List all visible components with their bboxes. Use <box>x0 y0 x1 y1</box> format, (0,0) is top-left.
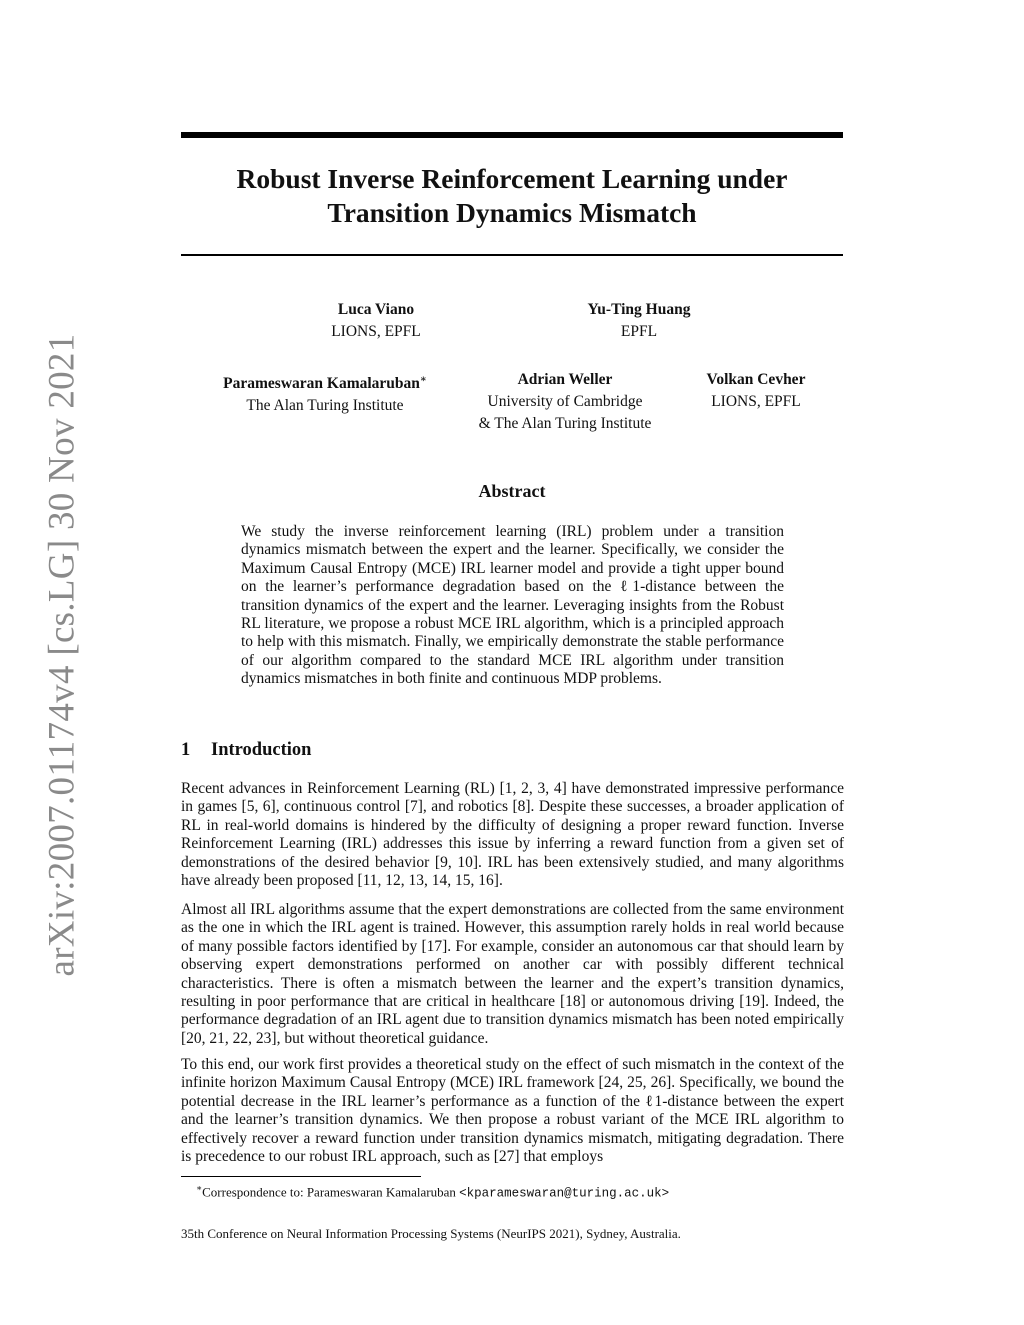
author-affiliation-2: & The Alan Turing Institute <box>478 415 652 432</box>
abstract-text: We study the inverse reinforcement learning (IRL) problem under a transition dynamics mismatch between the expert and the learner. Specifically, we consider the Maximum Causal Entropy (MCE) IRL learner model and provide a tight upper bound on the learner’s performance degradation based on the ℓ1-distance between the transition dynamics of the expert and the learner. Leveraging insights from the Robust RL literature, we propose a robust MCE IRL algorithm, which is a principled approach to help with this mismatch. Finally, we empirically demonstrate the stable performance of our algorithm compared to the standard MCE IRL algorithm under transition dynamics mismatches in both finite and continuous MDP problems. <box>241 523 784 688</box>
footnote-text: Correspondence to: Parameswaran Kamalaruban <box>202 1184 460 1200</box>
paragraph: To this end, our work first provides a theoretical study on the effect of such mismatch in the context of the infinite horizon Maximum Causal Entropy (MCE) IRL framework [24, 25, 26]. Specifically, we bound the potential decrease in the IRL learner’s performance as a function of the ℓ1-distance between the expert and the learner’s transition dynamics. We then propose a robust variant of the MCE IRL algorithm to effectively recover a reward function under transition dynamics mismatch, mitigating degradation. There is precedence to our robust IRL approach, such as [27] that employs <box>181 1056 844 1166</box>
author-block <box>509 299 769 343</box>
abstract-heading: Abstract <box>478 481 546 501</box>
author-affiliation: EPFL <box>620 323 658 340</box>
author-affiliation: LIONS, EPFL <box>711 393 801 410</box>
footnote-mark: ∗ <box>196 1183 203 1193</box>
paragraph: Recent advances in Reinforcement Learning (RL) [1, 2, 3, 4] have demonstrated impressive performance in games [5, 6], continuous control [7], and robotics [8]. Despite these successes, a broader application of RL in real-world domains is hindered by the difficulty of designing a proper reward function. Inverse Reinforcement Learning (IRL) addresses this issue by inferring a reward function from a given set of demonstrations of the desired behavior [9, 10]. IRL has been extensively studied, and many algorithms have already been proposed [11, 12, 13, 14, 15, 16]. <box>181 780 844 890</box>
author-name: Adrian Weller <box>517 371 613 388</box>
footnote-rule <box>181 1176 421 1177</box>
author-affiliation: University of Cambridge <box>487 393 643 410</box>
author-name: Luca Viano <box>337 301 415 318</box>
author-block <box>246 299 506 343</box>
section-number: 1 <box>181 740 191 760</box>
title-line-1: Robust Inverse Reinforcement Learning under <box>236 163 788 194</box>
paper-title <box>181 162 843 230</box>
author-block <box>195 369 455 417</box>
footnote-email-link[interactable]: <kparameswaran@turing.ac.uk> <box>459 1186 670 1201</box>
author-name: Volkan Cevher <box>706 371 806 388</box>
author-affiliation: The Alan Turing Institute <box>246 397 404 415</box>
author-affiliation: LIONS, EPFL <box>331 323 421 340</box>
author-block <box>656 369 856 413</box>
author-name: Yu-Ting Huang <box>587 301 691 318</box>
venue-footer: 35th Conference on Neural Information Processing Systems (NeurIPS 2021), Sydney, Australia. <box>181 1226 681 1241</box>
author-name: Parameswaran Kamalaruban∗ <box>223 374 427 393</box>
paragraph: Almost all IRL algorithms assume that the expert demonstrations are collected from the same environment as the one in which the IRL agent is trained. However, this assumption rarely holds in real world because of many possible factors identified by [17]. For example, consider an autonomous car that should learn by observing expert demonstrations performed on another car with possibly different technical characteristics. There is often a mismatch between the learner and the expert’s transition dynamics, resulting in poor performance that are critical in healthcare [18] or autonomous driving [19]. Indeed, the performance degradation of an IRL agent due to transition dynamics mismatch has been noted empirically [20, 21, 22, 23], but without theoretical guidance. <box>181 901 844 1047</box>
footnote-marker: ∗ <box>419 374 427 385</box>
footnote <box>196 1180 669 1201</box>
title-line-2: Transition Dynamics Mismatch <box>327 197 697 228</box>
section-title: Introduction <box>211 740 312 760</box>
title-bottom-rule <box>181 254 843 256</box>
title-top-rule <box>181 132 843 138</box>
arxiv-identifier: arXiv:2007.01174v4 [cs.LG] 30 Nov 2021 <box>41 333 83 977</box>
section-heading <box>181 740 311 761</box>
